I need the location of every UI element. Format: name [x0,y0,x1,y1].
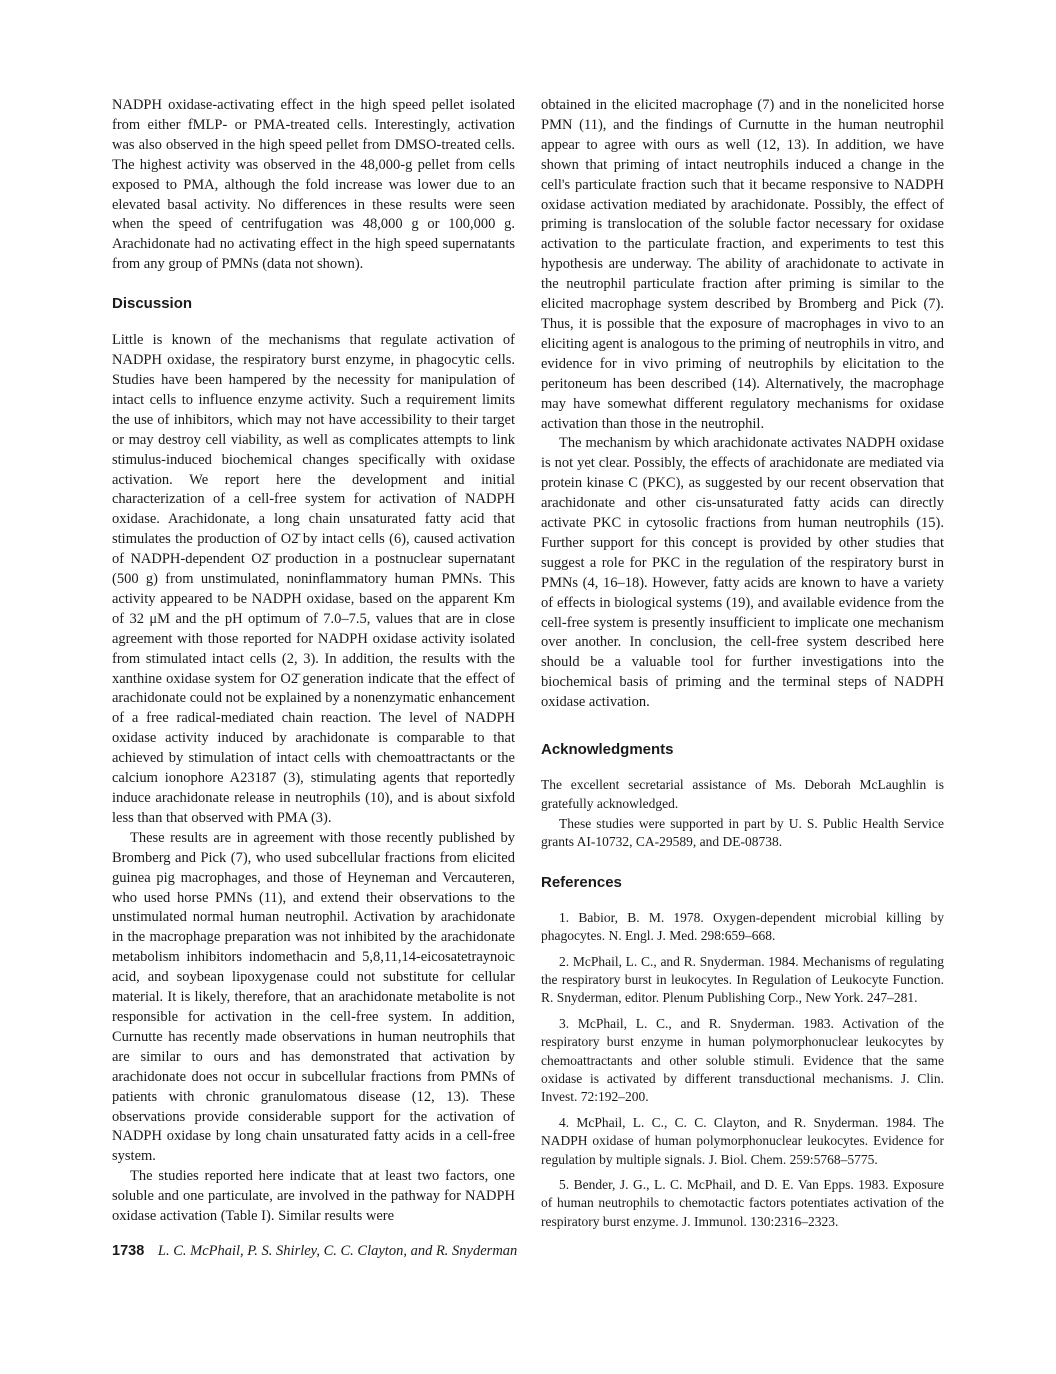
reference-item: 2. McPhail, L. C., and R. Snyderman. 1984. Mechanisms of regulating the respiratory burst in leukocytes. In Regulation of Leukocyte Function. R. Snyderman, editor. Plenum Publishing Corp., New York. 247–281. [541,953,944,1006]
mechanism-paragraph: The mechanism by which arachidonate activates NADPH oxidase is not yet clear. Possibly, the effects of arachidonate are mediated via protein kinase C (PKC), as suggested by our recent observation that arachidonate and other cis-unsaturated fatty acids can directly activate PKC in cytosolic fractions from human neutrophils (15). Further support for this concept is provided by other studies that suggest a role for PKC in the regulation of the respiratory burst in PMNs (4, 16–18). However, fatty acids are known to have a variety of effects in biological systems (19), and available evidence from the cell-free system is presently insufficient to implicate one mechanism over another. In conclusion, the cell-free system described here should be a valuable tool for further investigations into the biochemical basis of priming and the terminal steps of NADPH oxidase activation. [541,435,944,711]
acknowledgments-section [541,776,944,852]
reference-item: 5. Bender, J. G., L. C. McPhail, and D. E. Van Epps. 1983. Exposure of human neutrophils to chemotactic factors potentiates activation of the respiratory burst enzyme. J. Immunol. 130:2316–2323. [541,1177,944,1229]
intro-paragraph: NADPH oxidase-activating effect in the high speed pellet isolated from either fMLP- or PMA-treated cells. Interestingly, activation was also observed in the high speed pellet from DMSO-treated cells. The highest activity was observed in the 48,000-g pellet from cells exposed to PMA, although the fold increase was lower due to an elevated basal activity. No differences in these results were seen when the speed of centrifugation was 48,000 g or 100,000 g. Arachidonate had no activating effect in the high speed supernatants from any group of PMNs (data not shown). [112,97,515,273]
reference-item: 4. McPhail, L. C., C. C. Clayton, and R. Snyderman. 1984. The NADPH oxidase of human polymorphonuclear leukocytes. Evidence for regulation by multiple signals. J. Biol. Chem. 259:5768–5775. [541,1114,944,1167]
acknowledgment-text-1: The excellent secretarial assistance of Ms. Deborah McLaughlin is gratefully acknowledged. [541,777,944,811]
discussion-paragraph-2: These results are in agreement with those recently published by Bromberg and Pick (7), who used subcellular fractions from elicited guinea pig macrophages, and those of Heyneman and Vercauteren, who used horse PMNs (11), and extend their observations to the unstimulated normal human neutrophil. Activation by arachidonate in the macrophage preparation was not inhibited by the arachidonate metabolism inhibitors indomethacin and 5,8,11,14-eicosatetraynoic acid, and soybean lipoxygenase could not substitute for cellular material. It is likely, therefore, that an arachidonate metabolite is not responsible for activation in the cell-free system. In addition, Curnutte has recently made observations in human neutrophils that are similar to ours and has demonstrated that activation by arachidonate does not occur in subcellular fractions from PMNs of patients with chronic granulomatous disease (12, 13). These observations provide considerable support for the activation of NADPH oxidase by long chain unsaturated fatty acids in a cell-free system. [112,829,515,1165]
acknowledgments-heading: Acknowledgments [541,741,674,759]
discussion-paragraph-1: Little is known of the mechanisms that regulate activation of NADPH oxidase, the respiratory burst enzyme, in phagocytic cells. Studies have been hampered by the necessity for manipulation of intact cells to influence enzyme activity. Such a requirement limits the use of inhibitors, which may not have accessibility to their target or may destroy cell viability, as well as complicates attempts to link stimulus-induced biochemical changes specifically with oxidase activation. We report here the development and initial characterization of a cell-free system for activation of NADPH oxidase. Arachidonate, a long chain unsaturated fatty acid that stimulates the production of O2̄ by intact cells (6), caused activation of NADPH-dependent O2̄ production in a postnuclear supernatant (500 g) from unstimulated, noninflammatory human PMNs. This activity appeared to be NADPH oxidase, based on the apparent Km of 32 μM and the pH optimum of 7.0–7.5, values that are in close agreement with those reported for NADPH oxidase activity isolated from stimulated intact cells (2, 3). In addition, the results with the xanthine oxidase system for O2̄ generation indicate that the effect of arachidonate could not be explained by a nonenzymatic enhancement of a free radical-mediated chain reaction. The level of NADPH oxidase activity induced by arachidonate is comparable to that achieved by stimulation of intact cells with chemoattractants or the calcium ionophore A23187 (3), stimulating agents that reportedly induce arachidonate release in neutrophils (10), and is about sixfold less than that observed with PMA (3). [112,332,515,826]
left-column [112,96,515,1227]
acknowledgment-text-2: These studies were supported in part by U. S. Public Health Service grants AI-10732, CA-29589, and DE-08738. [541,815,944,850]
right-column [541,96,944,1238]
page-footer [112,1243,517,1260]
reference-item: 3. McPhail, L. C., and R. Snyderman. 1983. Activation of the respiratory burst enzyme in human polymorphonuclear leukocytes by chemoattractants and other soluble stimuli. Evidence that the same oxidase is activated by different transductional mechanisms. J. Clin. Invest. 72:192–200. [541,1015,944,1105]
continued-paragraph: obtained in the elicited macrophage (7) and in the nonelicited horse PMN (11), and the findings of Curnutte in the human neutrophil appear to agree with ours as well (12, 13). In addition, we have shown that priming of intact neutrophils induced a change in the cell's particulate fraction such that it became responsive to NADPH oxidase activation mediated by arachidonate. Possibly, the effect of priming is translocation of the soluble factor necessary for oxidase activation to the particulate fraction, and experiments to test this hypothesis are underway. The ability of arachidonate to activate in the neutrophil particulate fraction after priming is similar to the elicited macrophage system described by Bromberg and Pick (7). Thus, it is possible that the exposure of macrophages in vivo to an eliciting agent is analogous to the priming of neutrophils in vitro, and evidence for in vivo priming of neutrophils by elicitation to the peritoneum has been described (14). Alternatively, the macrophage may have somewhat different regulatory mechanisms for oxidase activation than those in the neutrophil. [541,97,944,432]
running-authors: L. C. McPhail, P. S. Shirley, C. C. Clayton, and R. Snyderman [157,1243,518,1259]
references-heading: References [541,873,622,891]
references-list [541,909,944,1232]
page-number: 1738 [112,1243,145,1259]
discussion-heading: Discussion [112,295,193,313]
reference-item: 1. Babior, B. M. 1978. Oxygen-dependent microbial killing by phagocytes. N. Engl. J. Med. 298:659–668. [541,909,944,944]
discussion-paragraph-3: The studies reported here indicate that at least two factors, one soluble and one particulate, are involved in the pathway for NADPH oxidase activation (Table I). Similar results were [112,1168,515,1225]
